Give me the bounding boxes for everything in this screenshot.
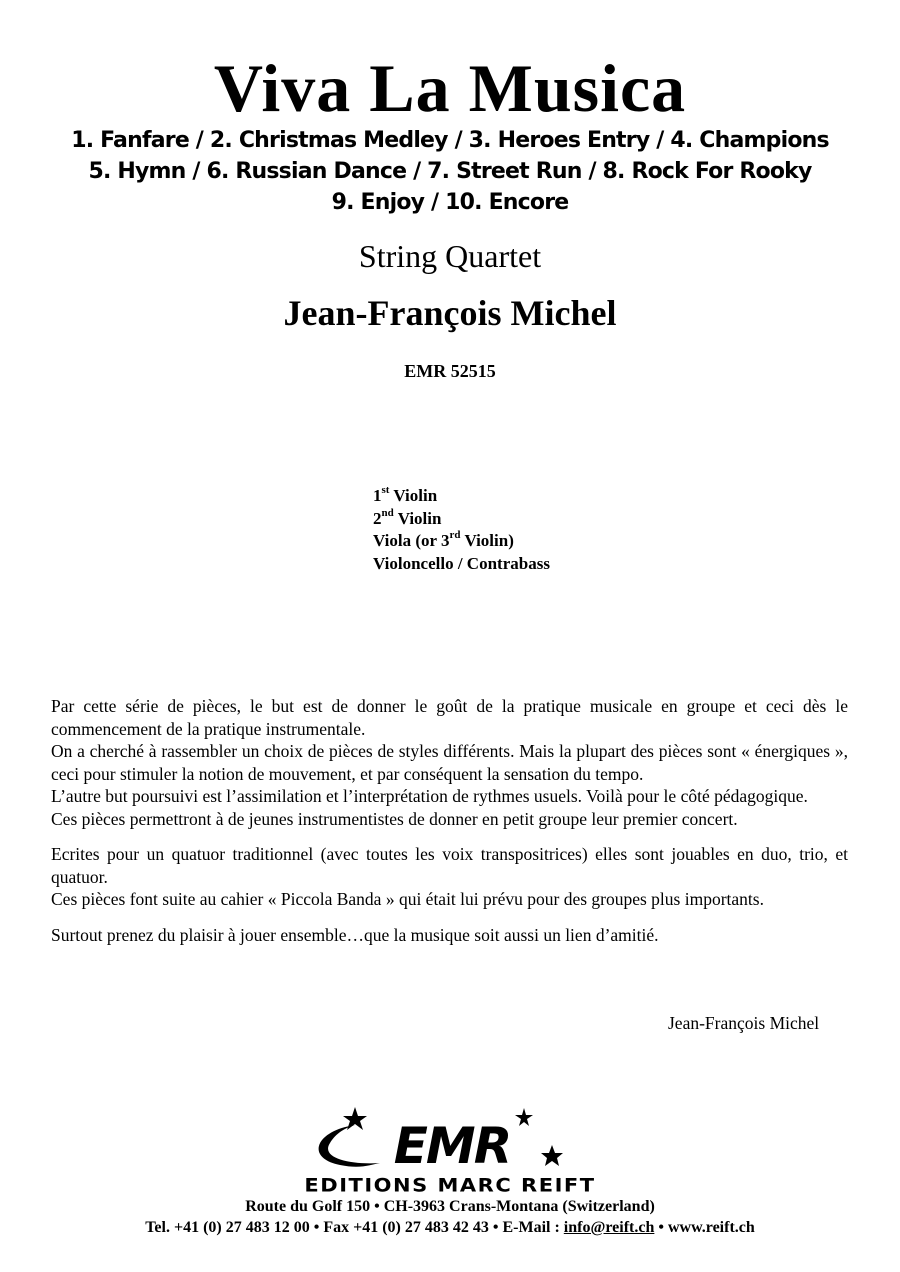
preface-sentence: Par cette série de pièces, le but est de donner le goût de la pratique musicale en groupe et ceci dès le commencement de la pratique instrumentale. (51, 696, 848, 739)
part-item: 1st Violin (373, 484, 438, 505)
movement-line: 1. Fanfare / 2. Christmas Medley / 3. Heroes Entry / 4. Champions (71, 128, 829, 153)
publisher-address: Route du Golf 150 • CH-3963 Crans-Montana (Switzerland) (245, 1198, 655, 1215)
part-item: Violoncello / Contrabass (373, 553, 550, 573)
movement-line: 9. Enjoy / 10. Encore (331, 190, 569, 215)
movement-line: 5. Hymn / 6. Russian Dance / 7. Street Run / 8. Rock For Rooky (88, 159, 812, 184)
publisher-contact: Tel. +41 (0) 27 483 12 00 • Fax +41 (0) 27 483 42 43 • E-Mail : info@reift.ch • www.reift.ch (145, 1219, 755, 1236)
movement-list (0, 125, 900, 218)
signature: Jean-François Michel (668, 1013, 820, 1033)
preface-text (51, 695, 848, 946)
page-title: Viva La Musica (213, 50, 687, 126)
star-icon (541, 1145, 563, 1166)
parts-list (373, 485, 550, 575)
star-icon (343, 1107, 367, 1130)
preface-sentence: On a cherché à rassembler un choix de pièces de styles différents. Mais la plupart des pièces sont « énergiques », ceci pour stimuler la notion de mouvement, et par conséquent la sensation du tempo. (51, 741, 848, 784)
star-icon (515, 1108, 533, 1126)
publisher-name: EDITIONS MARC REIFT (304, 1174, 596, 1196)
preface-sentence: Surtout prenez du plaisir à jouer ensemble…que la musique soit aussi un lien d’amitié. (51, 924, 659, 945)
preface-sentence: Ecrites pour un quatuor traditionnel (avec toutes les voix transpositrices) elles sont jouables en duo, trio, et quatuor. (51, 844, 848, 887)
preface-sentence: Ces pièces font suite au cahier « Piccola Banda » qui était lui prévu pour des groupes plus importants. (51, 889, 764, 909)
preface-sentence: L’autre but poursuivi est l’assimilation et l’interprétation de rythmes usuels. Voilà pour le côté pédagogique. (51, 786, 808, 806)
composer-name: Jean-François Michel (283, 293, 617, 333)
logo-text: EMR (393, 1117, 511, 1175)
catalog-number: EMR 52515 (404, 361, 496, 381)
email-link[interactable]: info@reift.ch (563, 1219, 655, 1236)
instrumentation: String Quartet (358, 238, 542, 274)
preface-sentence: Ces pièces permettront à de jeunes instrumentistes de donner en petit groupe leur premier concert. (51, 808, 738, 829)
part-item: Viola (or 3rd Violin) (373, 529, 514, 550)
part-item: 2nd Violin (373, 506, 442, 528)
